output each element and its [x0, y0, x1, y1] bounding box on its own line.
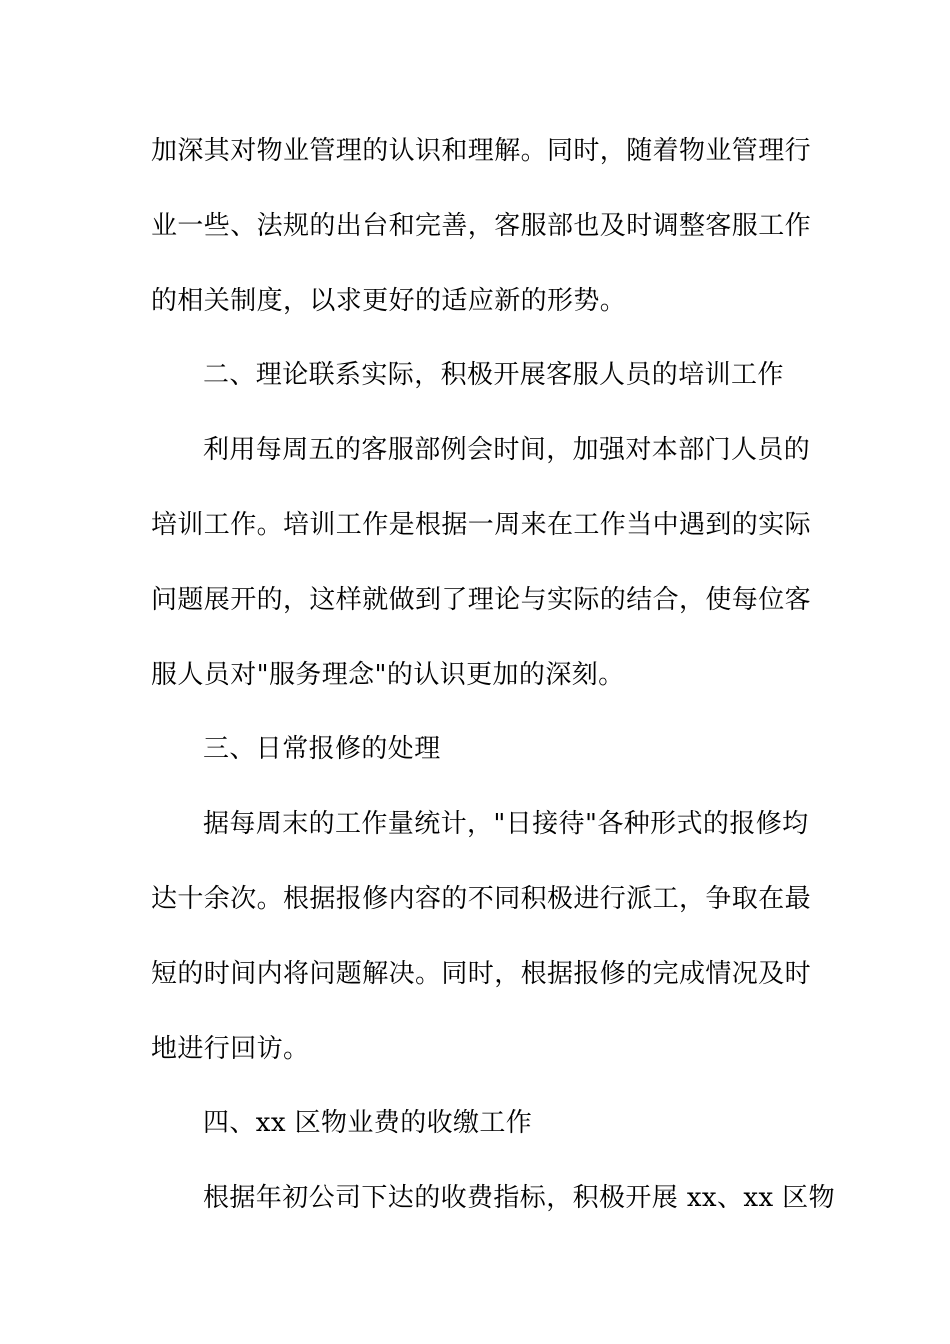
paragraph-line: 的相关制度，以求更好的适应新的形势。 — [151, 286, 627, 316]
paragraph-line: 培训工作。培训工作是根据一周来在工作当中遇到的实际 — [151, 510, 812, 540]
section-heading-2: 二、理论联系实际，积极开展客服人员的培训工作 — [203, 360, 784, 390]
paragraph-line: 据每周末的工作量统计，"日接待"各种形式的报修均 — [203, 809, 809, 839]
paragraph-line: 地进行回访。 — [151, 1034, 310, 1064]
paragraph-line: 服人员对"服务理念"的认识更加的深刻。 — [151, 660, 625, 690]
paragraph-line: 短的时间内将问题解决。同时，根据报修的完成情况及时 — [151, 959, 812, 989]
paragraph-line: 加深其对物业管理的认识和理解。同时，随着物业管理行 — [151, 136, 812, 166]
paragraph-line: 根据年初公司下达的收费指标，积极开展 xx、xx 区物 — [203, 1183, 835, 1213]
section-heading-4: 四、xx 区物业费的收缴工作 — [203, 1108, 533, 1138]
section-heading-3: 三、日常报修的处理 — [203, 734, 441, 764]
paragraph-line: 问题展开的，这样就做到了理论与实际的结合，使每位客 — [151, 585, 812, 615]
paragraph-line: 利用每周五的客服部例会时间，加强对本部门人员的 — [203, 435, 811, 465]
paragraph-line: 业一些、法规的出台和完善，客服部也及时调整客服工作 — [151, 211, 812, 241]
paragraph-line: 达十余次。根据报修内容的不同积极进行派工，争取在最 — [151, 884, 812, 914]
